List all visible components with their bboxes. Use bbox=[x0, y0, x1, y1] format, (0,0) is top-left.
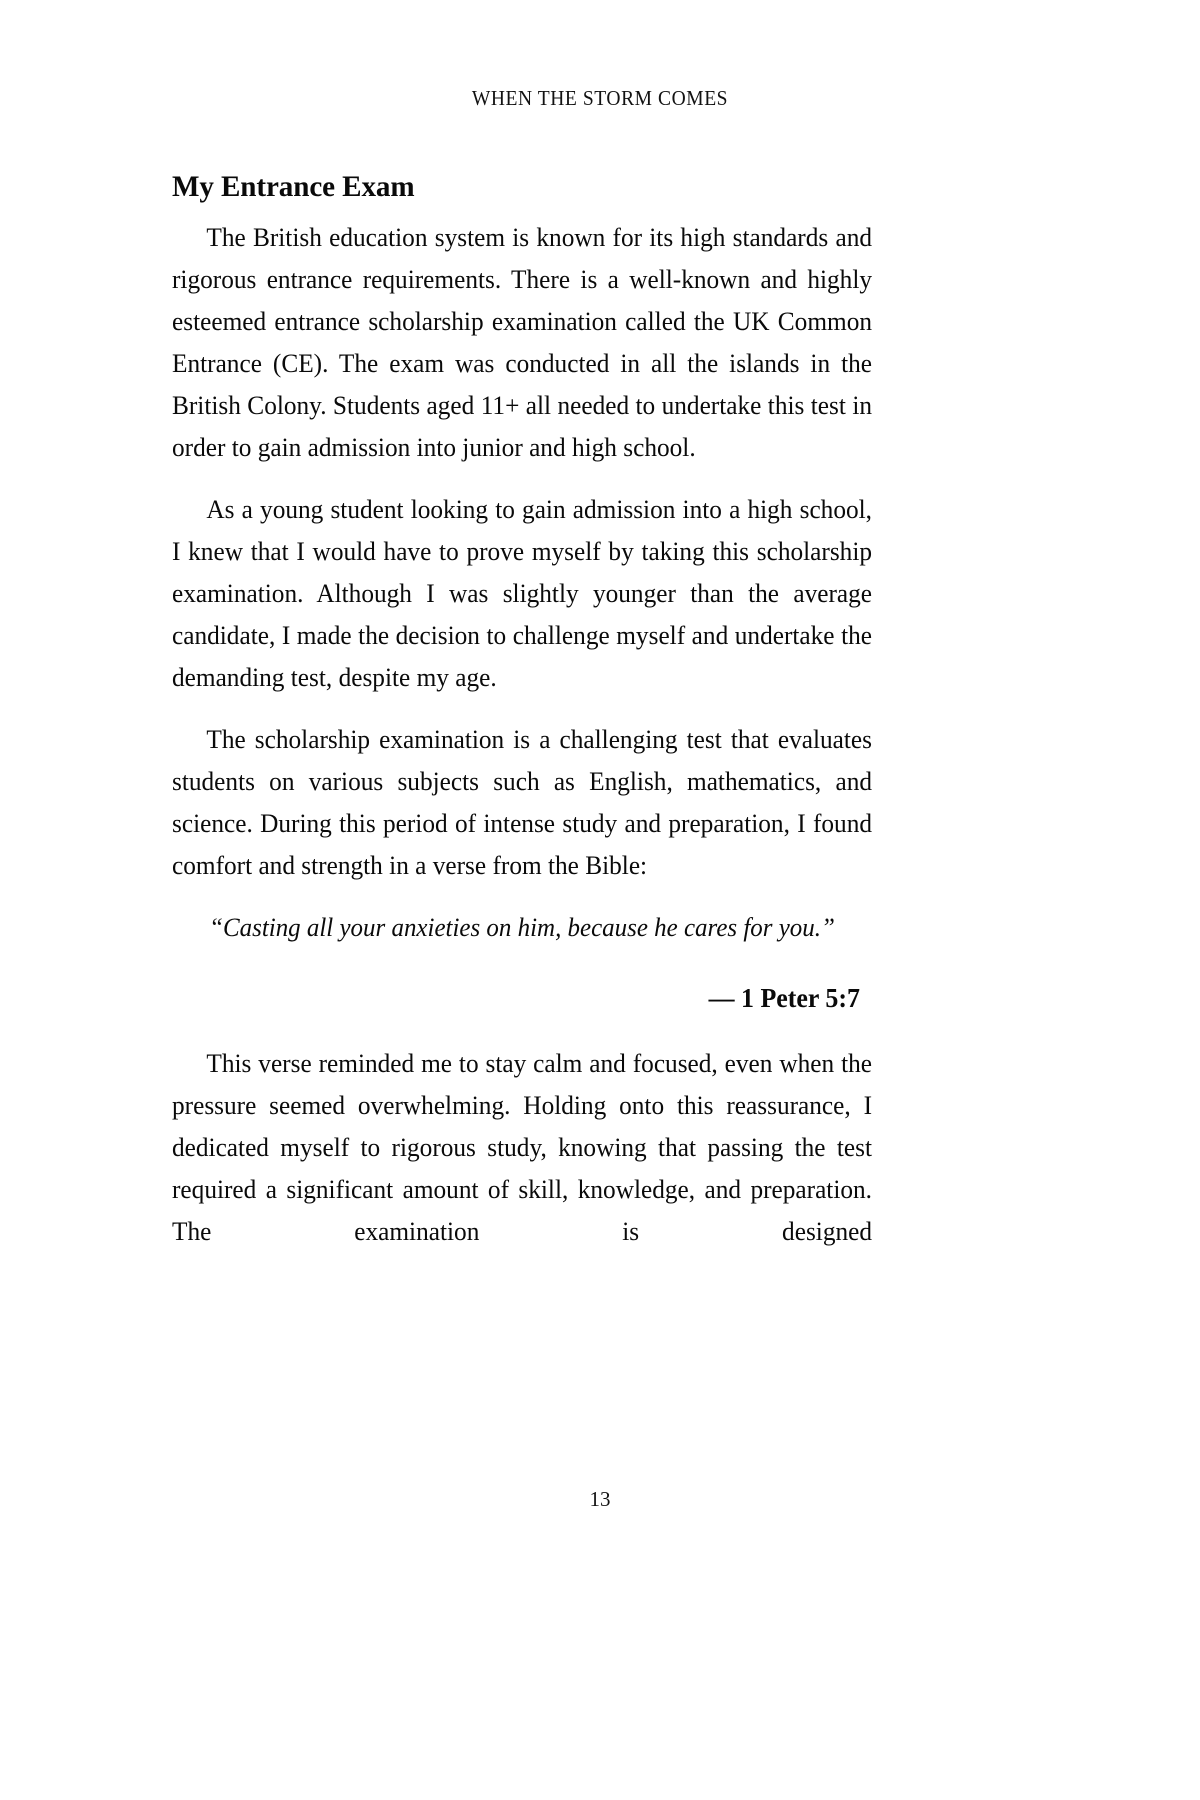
body-paragraph-1: The British education system is known for its high standards and rigorous entrance requirements. There is a well-known and highly esteemed entrance scholarship examination called the UK Common Entrance (CE). The exam was conducted in all the islands in the British Colony. Students aged 11+ all needed to undertake this test in order to gain admission into junior and high school. bbox=[172, 221, 873, 462]
body-paragraph-2: As a young student looking to gain admission into a high school, I knew that I would have to prove myself by taking this scholarship examination. Although I was slightly younger than the average candidate, I made the decision to challenge myself and undertake the demanding test, despite my age. bbox=[172, 493, 873, 692]
body-paragraph-4: This verse reminded me to stay calm and focused, even when the pressure seemed overwhelming. Holding onto this reassurance, I dedicated myself to rigorous study, knowing that passing the test required a significant amount of skill, knowledge, and preparation. The examination is designed bbox=[172, 1047, 873, 1246]
scripture-quote-block bbox=[172, 906, 872, 1020]
body-paragraph-3: The scholarship examination is a challenging test that evaluates students on various subjects such as English, mathematics, and science. During this period of intense study and preparation, I found comfort and strength in a verse from the Bible: bbox=[172, 723, 873, 880]
page-content bbox=[172, 168, 872, 1252]
page-number: 13 bbox=[589, 1487, 611, 1511]
scripture-quote-attribution: — 1 Peter 5:7 bbox=[708, 982, 860, 1013]
running-header: WHEN THE STORM COMES bbox=[471, 86, 729, 110]
chapter-title: My Entrance Exam bbox=[172, 170, 415, 203]
scripture-quote-text: “Casting all your anxieties on him, because he cares for you.” bbox=[209, 912, 835, 942]
